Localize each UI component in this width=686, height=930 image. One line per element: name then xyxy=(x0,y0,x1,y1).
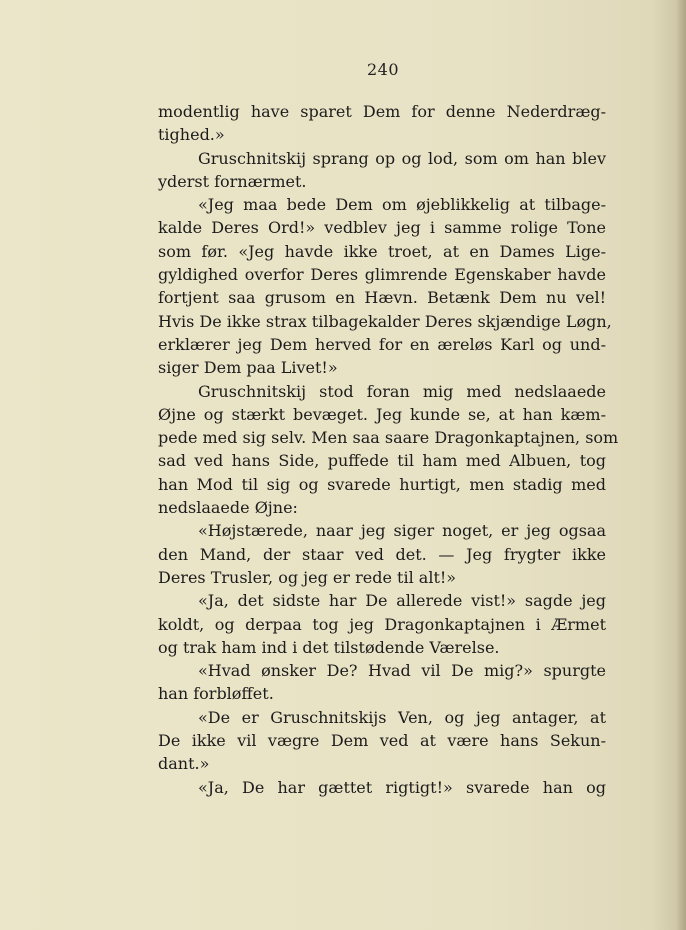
page-edge-shadow xyxy=(676,0,686,930)
text-line: han Mod til sig og svarede hurtigt, men stadig med xyxy=(158,474,606,494)
text-line: han forbløffet. xyxy=(158,684,274,704)
text-line: modentlig have sparet Dem for denne Nederdræg- xyxy=(158,102,606,121)
text-line: fortjent saa grusom en Hævn. Betænk Dem nu vel! xyxy=(158,288,606,308)
text-line: «Jeg maa bede Dem om øjeblikkelig at tilbage- xyxy=(198,195,606,215)
text-line: De ikke vil vægre Dem ved at være hans Sekun- xyxy=(158,731,606,751)
text-line: Gruschnitskij stod foran mig med nedslaaede xyxy=(198,381,606,401)
text-line: Hvis De ikke strax tilbagekalder Deres skjændige Løgn, xyxy=(158,311,612,331)
text-line: «Højstærede, naar jeg siger noget, er jeg ogsaa xyxy=(198,521,606,541)
text-line: tighed.» xyxy=(158,125,225,145)
text-line: yderst fornærmet. xyxy=(158,171,307,191)
text-line: Gruschnitskij sprang op og lod, som om han blev xyxy=(198,148,606,168)
text-line: den Mand, der staar ved det. — Jeg frygter ikke xyxy=(158,544,606,564)
text-line: koldt, og derpaa tog jeg Dragonkaptajnen i Ærmet xyxy=(158,614,606,634)
text-line: dant.» xyxy=(158,754,210,774)
text-line: og trak ham ind i det tilstødende Værelse. xyxy=(158,637,500,657)
text-line: siger Dem paa Livet!» xyxy=(158,358,338,378)
text-line: sad ved hans Side, puffede til ham med Albuen, tog xyxy=(158,451,606,471)
page-number: 240 xyxy=(366,60,400,79)
text-line: «De er Gruschnitskijs Ven, og jeg antager, at xyxy=(198,707,606,727)
text-line: nedslaaede Øjne: xyxy=(158,498,298,518)
text-line: kalde Deres Ord!» vedblev jeg i samme rolige Tone xyxy=(158,218,606,238)
text-line: «Ja, det sidste har De allerede vist!» sagde jeg xyxy=(198,591,606,611)
body-text xyxy=(158,100,619,799)
text-line: gyldighed overfor Deres glimrende Egenskaber havde xyxy=(158,265,606,285)
text-line: som før. «Jeg havde ikke troet, at en Dames Lige- xyxy=(158,241,606,261)
text-line: Deres Trusler, og jeg er rede til alt!» xyxy=(158,567,457,587)
text-line: pede med sig selv. Men saa saare Dragonkaptajnen, som xyxy=(158,428,619,448)
text-line: «Ja, De har gættet rigtigt!» svarede han og xyxy=(198,777,606,797)
text-line: «Hvad ønsker De? Hvad vil De mig?» spurgte xyxy=(198,661,606,681)
text-line: Øjne og stærkt bevæget. Jeg kunde se, at han kæm- xyxy=(158,404,606,424)
text-line: erklærer jeg Dem herved for en æreløs Karl og und- xyxy=(158,334,606,354)
